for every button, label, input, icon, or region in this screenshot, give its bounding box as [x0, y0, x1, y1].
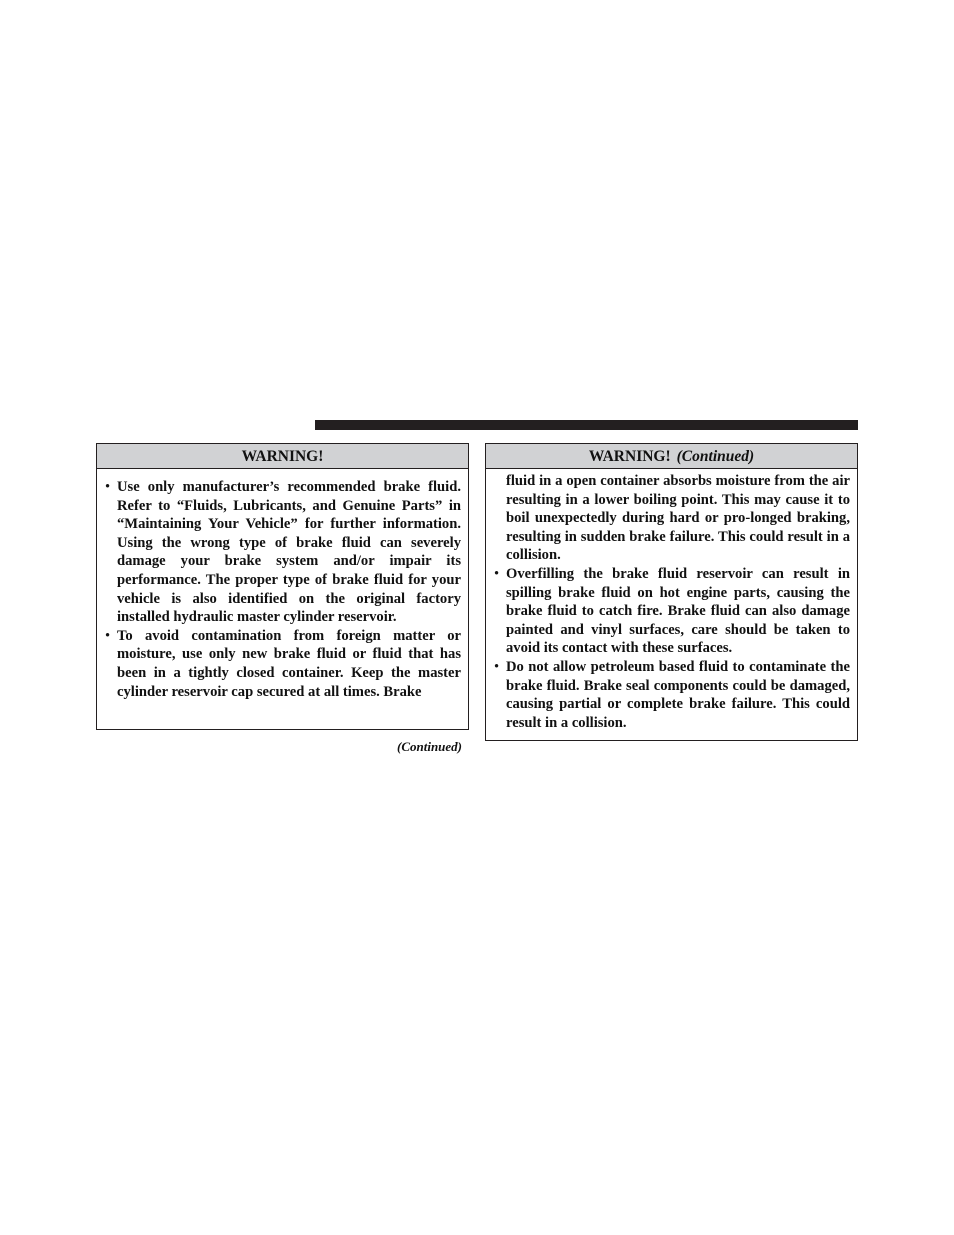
warning-list	[104, 478, 461, 701]
warning-item: • To avoid contamination from foreign matter or moisture, use only new brake fluid or fluid that has been in a tightly closed container. Keep the master cylinder reservoir cap secured at all times. Brake	[104, 627, 461, 701]
warning-item: • Overfilling the brake fluid reservoir can result in spilling brake fluid on hot engine parts, causing the brake fluid to catch fire. Brake fluid can also damage painted and vinyl surfaces, care should be taken to avoid its contact with these surfaces.	[493, 565, 850, 658]
warning-box-continued	[485, 443, 858, 741]
section-rule	[315, 420, 858, 430]
warning-title: WARNING!	[241, 448, 324, 465]
warning-item: fluid in a open container absorbs moisture from the air resulting in a lower boiling point. This may cause it to boil unexpectedly during hard or pro-longed braking, resulting in sudden brake failure. This could result in a collision.	[506, 473, 850, 564]
warning-body	[486, 469, 857, 732]
warning-box	[96, 443, 469, 730]
continued-note: (Continued)	[396, 739, 462, 754]
warning-item: • Use only manufacturer’s recommended brake fluid. Refer to “Fluids, Lubricants, and Genuine Parts” in “Maintaining Your Vehicle” for further information. Using the wrong type of brake fluid can severely damage your brake system and/or impair its performance. The proper type of brake fluid for your vehicle is also identified on the original factory installed hydraulic master cylinder reservoir.	[104, 478, 461, 627]
warning-header	[97, 444, 468, 469]
warning-list	[493, 472, 850, 732]
warning-title: WARNING!	[588, 448, 671, 465]
warning-body	[97, 469, 468, 701]
warning-continued-label: (Continued)	[676, 448, 755, 465]
warning-item: • Do not allow petroleum based fluid to contaminate the brake fluid. Brake seal components could be damaged, causing partial or complete brake failure. This could result in a collision.	[493, 658, 850, 732]
warning-header	[486, 444, 857, 469]
